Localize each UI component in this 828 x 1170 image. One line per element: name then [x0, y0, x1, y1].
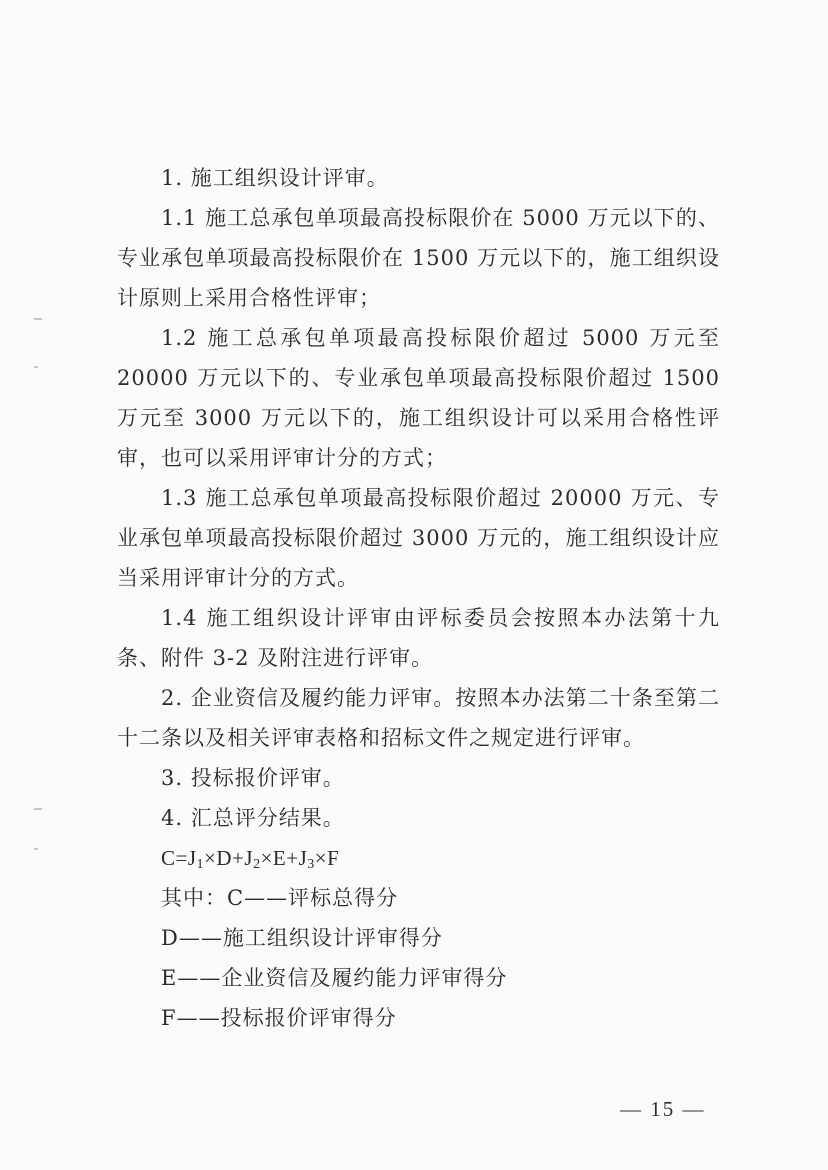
formula-subscript-3: 3 — [307, 857, 315, 872]
definition-f: F——投标报价评审得分 — [161, 1006, 397, 1030]
margin-mark — [34, 366, 38, 368]
paragraph-section-1-2: 1.2 施工总承包单项最高投标限价超过 5000 万元至 20000 万元以下的、专业承包单项最高投标限价超过 1500 万元至 3000 万元以下的，施工组织设计可以采用合格性评审，也可以采用评审计分的方式； — [117, 326, 720, 470]
paragraph-section-1-1: 1.1 施工总承包单项最高投标限价在 5000 万元以下的、专业承包单项最高投标限价在 1500 万元以下的，施工组织设计原则上采用合格性评审； — [117, 206, 720, 310]
formula-part-f: ×F — [314, 846, 340, 870]
formula-subscript-2: 2 — [253, 857, 261, 872]
margin-mark — [34, 318, 42, 320]
formula-part-d: ×D+J — [204, 846, 254, 870]
definition-e: E——企业资信及履约能力评审得分 — [161, 966, 508, 990]
formula-part-e: ×E+J — [260, 846, 308, 870]
formula-subscript-1: 1 — [196, 857, 205, 872]
page-number: — 15 — — [620, 1097, 706, 1121]
paragraph-section-1: 1. 施工组织设计评审。 — [161, 166, 389, 190]
paragraph-section-2: 2. 企业资信及履约能力评审。按照本办法第二十条至第二十二条以及相关评审表格和招标文件之规定进行评审。 — [117, 686, 720, 750]
paragraph-section-3: 3. 投标报价评审。 — [161, 766, 345, 790]
margin-mark — [34, 848, 38, 850]
definition-d: D——施工组织设计评审得分 — [161, 926, 443, 950]
definition-c: 其中：C——评标总得分 — [161, 886, 399, 910]
paragraph-section-1-3: 1.3 施工总承包单项最高投标限价超过 20000 万元、专业承包单项最高投标限价超过 3000 万元的，施工组织设计应当采用评审计分的方式。 — [117, 486, 720, 590]
paragraph-section-4: 4. 汇总评分结果。 — [161, 806, 345, 830]
margin-mark — [34, 808, 42, 810]
paragraph-section-1-4: 1.4 施工组织设计评审由评标委员会按照本办法第十九条、附件 3-2 及附注进行评审。 — [117, 606, 720, 670]
score-formula — [117, 838, 720, 878]
document-body — [117, 158, 720, 1038]
formula-part-c: C=J — [161, 846, 197, 870]
